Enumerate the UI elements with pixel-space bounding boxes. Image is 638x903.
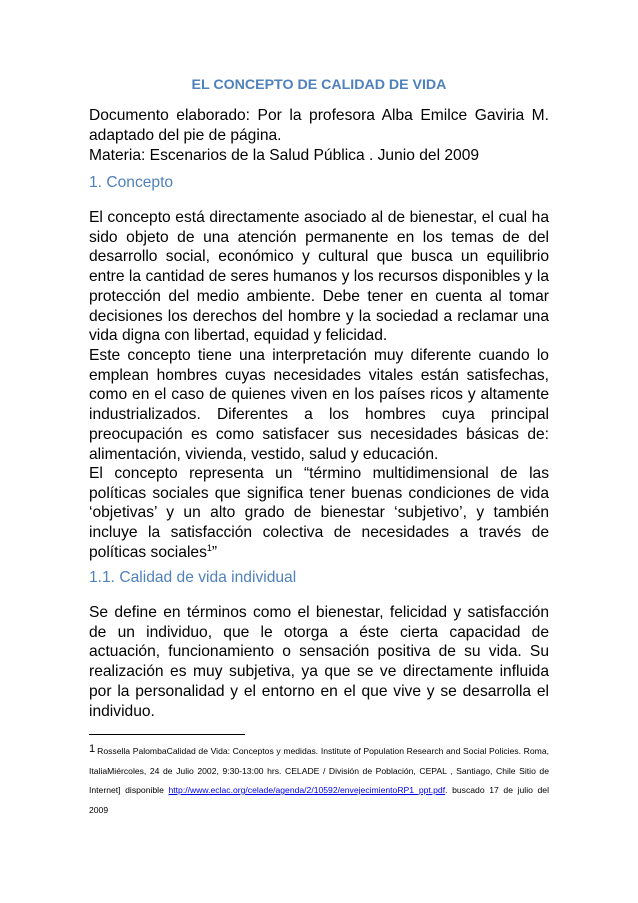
section-heading-concepto: 1. Concepto bbox=[89, 174, 174, 191]
footnote-text: Rossella PalombaCalidad de Vida: Conceptos y medidas. Institute of Population Research and Social Policies. Roma, ItaliaMiércoles, 24 de Julio 2002, 9:30-13:00 hrs. CELADE / División de Población, CEPAL , Santiago, Chile Sitio de Internet] disponible bbox=[89, 746, 549, 795]
adaptation-note: adaptado del pie de página. bbox=[89, 127, 282, 144]
paragraph-4: Se define en términos como el bienestar, felicidad y satisfacción de un individuo, que le otorga a éste cierta capacidad de actuación, funcionamiento o sensación positiva de su vida. Su realización es muy subjetiva, ya que se ve directamente influida por la personalidad y el entorno en el que vive y se desarrolla el individuo. bbox=[89, 604, 549, 720]
footnote-separator bbox=[89, 734, 245, 735]
footnote-link[interactable]: http://www.eclac.org/celade/agenda/2/10592/envejecimientoRP1_ppt.pdf bbox=[168, 785, 446, 795]
document-metadata bbox=[89, 106, 549, 166]
footnote bbox=[89, 740, 549, 820]
paragraph-3-text: El concepto representa un “término multidimensional de las políticas sociales que significa tener buenas condiciones de vida ‘objetivas’ y un alto grado de bienestar ‘subjetivo’, y también incluye la satisfacción colectiva de necesidades a través de políticas sociales bbox=[89, 465, 549, 561]
footnote-number: 1 bbox=[89, 743, 96, 755]
paragraph-3 bbox=[89, 464, 549, 563]
paragraph-1: El concepto está directamente asociado al de bienestar, el cual ha sido objeto de una atención permanente en los temas de del desarrollo social, económico y cultural que busca un equilibrio entre la cantidad de seres humanos y los recursos disponibles y la protección del medio ambiente. Debe tener en cuenta al tomar decisiones los derechos del hombre y la sociedad a reclamar una vida digna con libertad, equidad y felicidad. bbox=[89, 209, 549, 345]
paragraph-3-closing-quote: ” bbox=[211, 543, 218, 561]
section-heading-calidad-individual: 1.1. Calidad de vida individual bbox=[89, 569, 297, 586]
author-line: Documento elaborado: Por la profesora Alba Emilce Gaviria M. bbox=[89, 107, 549, 124]
paragraph-2-text: Este concepto tiene una interpretación muy diferente cuando lo emplean hombres cuyas necesidades vitales están satisfechas, como en el caso de quienes viven en los países ricos y altamente industrializados. Diferentes a los hombres cuya principal preocupación es como satisfacer sus necesidades básicas de: alimentación, vivienda, vestido, salud y educación. bbox=[89, 347, 549, 463]
footnote-reference[interactable]: 1 bbox=[206, 542, 212, 553]
paragraph-2 bbox=[89, 346, 549, 464]
subject-line: Materia: Escenarios de la Salud Pública . Junio del 2009 bbox=[89, 147, 480, 164]
document-title: EL CONCEPTO DE CALIDAD DE VIDA bbox=[191, 77, 447, 93]
footnote-text-end: . buscado 17 de julio del 2009 bbox=[89, 785, 549, 815]
